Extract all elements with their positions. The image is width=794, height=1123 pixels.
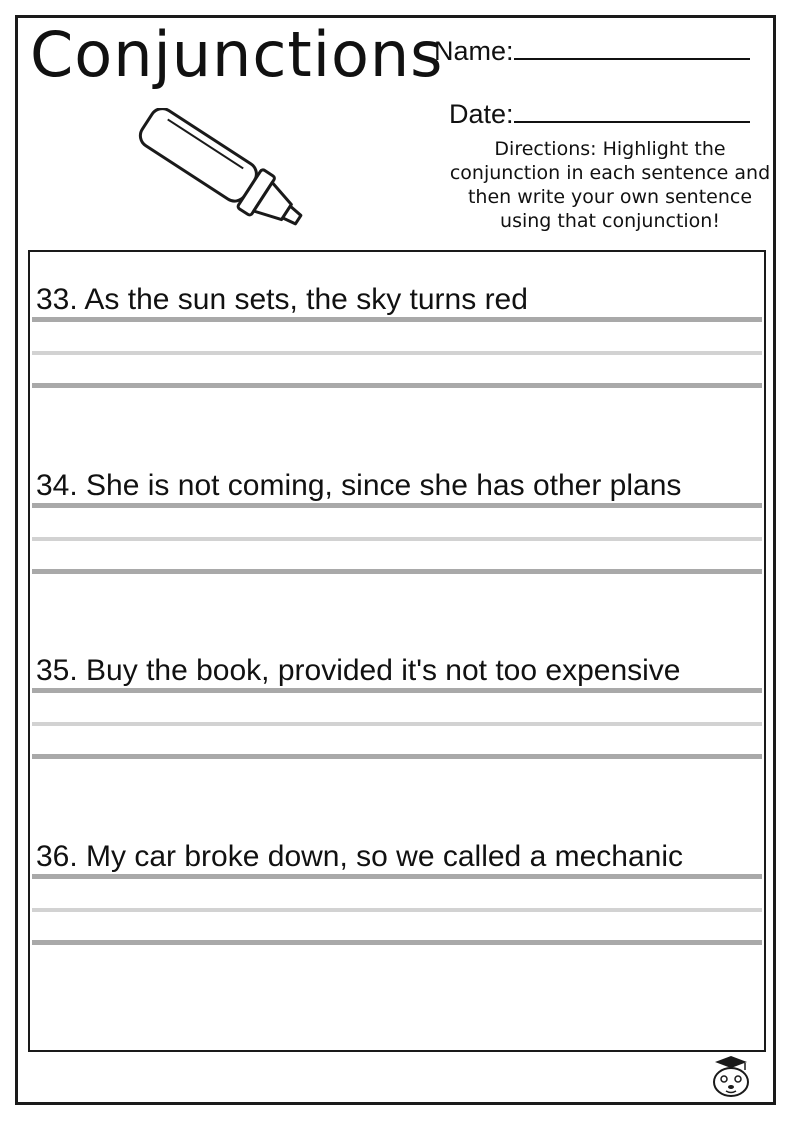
writing-line-top[interactable]: [32, 503, 762, 508]
writing-line-mid: [32, 722, 762, 726]
writing-line-top[interactable]: [32, 688, 762, 693]
date-label: Date:: [449, 99, 514, 129]
writing-line-bottom[interactable]: [32, 569, 762, 574]
writing-line-bottom[interactable]: [32, 754, 762, 759]
name-field[interactable]: [434, 36, 750, 67]
date-field[interactable]: [449, 99, 750, 130]
question-text: 34. She is not coming, since she has other plans: [36, 469, 682, 502]
question-35: [32, 654, 762, 764]
writing-line-bottom[interactable]: [32, 383, 762, 388]
page-title: Conjunctions: [30, 18, 444, 91]
writing-line-top[interactable]: [32, 874, 762, 879]
question-text: 35. Buy the book, provided it's not too expensive: [36, 654, 681, 687]
writing-line-top[interactable]: [32, 317, 762, 322]
highlighter-icon: [128, 108, 318, 236]
question-33: [32, 283, 762, 393]
name-label: Name:: [434, 36, 514, 66]
graduate-mascot-icon: [707, 1052, 755, 1100]
directions-text: Directions: Highlight the conjunction in each sentence and then write your own sentence using that conjunction!: [449, 138, 771, 232]
question-text: 36. My car broke down, so we called a mechanic: [36, 840, 683, 873]
question-36: [32, 840, 762, 950]
name-write-line[interactable]: [514, 38, 750, 60]
writing-line-mid: [32, 908, 762, 912]
writing-line-bottom[interactable]: [32, 940, 762, 945]
question-text: 33. As the sun sets, the sky turns red: [36, 283, 528, 316]
question-34: [32, 469, 762, 579]
date-write-line[interactable]: [514, 101, 750, 123]
writing-line-mid: [32, 351, 762, 355]
writing-line-mid: [32, 537, 762, 541]
